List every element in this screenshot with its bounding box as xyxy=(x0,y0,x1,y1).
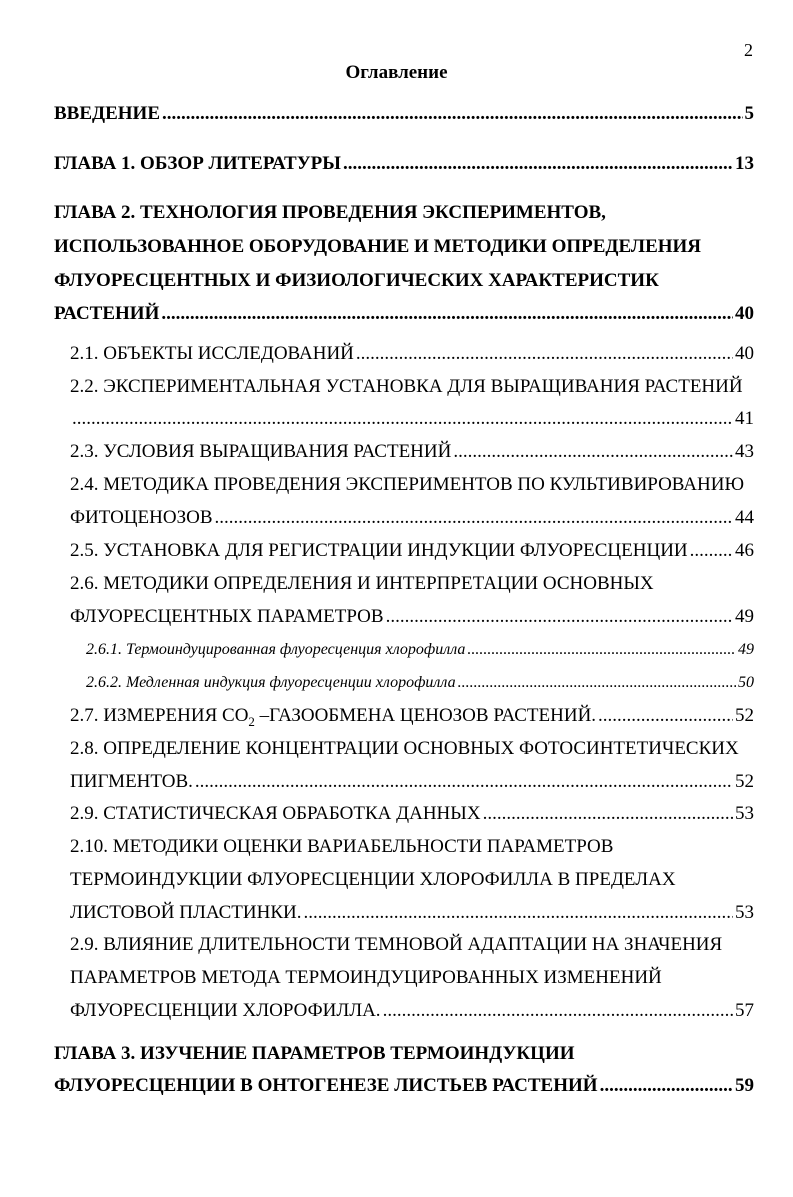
toc-page-number: 13 xyxy=(735,153,754,174)
leader-dots xyxy=(600,1075,733,1097)
toc-entry-2-6-2[interactable] xyxy=(86,674,754,692)
toc-page-number: 59 xyxy=(735,1075,754,1096)
toc-entry-2-9b[interactable] xyxy=(70,1000,754,1022)
toc-entry-text: ЛИСТОВОЙ ПЛАСТИНКИ. xyxy=(70,902,302,923)
toc-entry-2-9b-line-2[interactable]: ПАРАМЕТРОВ МЕТОДА ТЕРМОИНДУЦИРОВАННЫХ ИЗМЕНЕНИЙ xyxy=(70,967,662,988)
toc-entry-suffix: –ГАЗООБМЕНА ЦЕНОЗОВ РАСТЕНИЙ. xyxy=(254,705,597,726)
toc-entry-text: ГЛАВА 1. ОБЗОР ЛИТЕРАТУРЫ xyxy=(54,153,341,174)
toc-entry-2-10-line-1[interactable]: 2.10. МЕТОДИКИ ОЦЕНКИ ВАРИАБЕЛЬНОСТИ ПАРАМЕТРОВ xyxy=(70,836,614,857)
toc-entry-text xyxy=(70,705,596,730)
toc-page-number: 44 xyxy=(735,507,754,528)
leader-dots xyxy=(161,303,733,325)
leader-dots xyxy=(453,441,733,463)
toc-page-number: 57 xyxy=(735,1000,754,1021)
toc-entry-text: 2.5. УСТАНОВКА ДЛЯ РЕГИСТРАЦИИ ИНДУКЦИИ ФЛУОРЕСЦЕНЦИИ xyxy=(70,540,688,561)
toc-page-number: 52 xyxy=(735,771,754,792)
leader-dots xyxy=(215,507,734,529)
toc-entry-2-6-1[interactable] xyxy=(86,641,754,659)
leader-dots xyxy=(386,606,733,628)
page-number: 2 xyxy=(744,40,753,60)
toc-page-number: 41 xyxy=(735,408,754,429)
toc-entry-2-2-line-1[interactable]: 2.2. ЭКСПЕРИМЕНТАЛЬНАЯ УСТАНОВКА ДЛЯ ВЫРАЩИВАНИЯ РАСТЕНИЙ xyxy=(70,376,743,397)
toc-entry-text: ФЛУОРЕСЦЕНЦИИ В ОНТОГЕНЕЗЕ ЛИСТЬЕВ РАСТЕНИЙ xyxy=(54,1075,598,1096)
leader-dots xyxy=(162,103,743,125)
leader-dots xyxy=(467,641,736,659)
toc-entry-chapter-3[interactable] xyxy=(54,1075,754,1097)
toc-entry-2-10[interactable] xyxy=(70,902,754,924)
leader-dots xyxy=(356,343,733,365)
toc-entry-2-2[interactable] xyxy=(70,408,754,430)
toc-page-number: 46 xyxy=(735,540,754,561)
toc-entry-chapter-1[interactable] xyxy=(54,153,754,175)
toc-entry-2-4[interactable] xyxy=(70,507,754,529)
leader-dots xyxy=(72,408,733,430)
toc-entry-2-10-line-2[interactable]: ТЕРМОИНДУКЦИИ ФЛУОРЕСЦЕНЦИИ ХЛОРОФИЛЛА В ПРЕДЕЛАХ xyxy=(70,869,676,890)
toc-entry-text: ФЛУОРЕСЦЕНТНЫХ ПАРАМЕТРОВ xyxy=(70,606,384,627)
leader-dots xyxy=(598,705,733,727)
leader-dots xyxy=(383,1000,733,1022)
toc-entry-chapter-2-line-2[interactable]: ИСПОЛЬЗОВАННОЕ ОБОРУДОВАНИЕ И МЕТОДИКИ ОПРЕДЕЛЕНИЯ xyxy=(54,236,702,257)
toc-entry-text: ФИТОЦЕНОЗОВ xyxy=(70,507,213,528)
leader-dots xyxy=(483,803,733,825)
toc-entry-2-8-line-1[interactable]: 2.8. ОПРЕДЕЛЕНИЕ КОНЦЕНТРАЦИИ ОСНОВНЫХ ФОТОСИНТЕТИЧЕСКИХ xyxy=(70,738,739,759)
subscript-2: 2 xyxy=(248,713,255,729)
toc-entry-text: ПИГМЕНТОВ. xyxy=(70,771,193,792)
toc-entry-2-5[interactable] xyxy=(70,540,754,562)
toc-entry-2-1[interactable] xyxy=(70,343,754,365)
toc-entry-chapter-2-line-3[interactable]: ФЛУОРЕСЦЕНТНЫХ И ФИЗИОЛОГИЧЕСКИХ ХАРАКТЕРИСТИК xyxy=(54,270,659,291)
toc-entry-2-3[interactable] xyxy=(70,441,754,463)
toc-entry-text: 2.1. ОБЪЕКТЫ ИССЛЕДОВАНИЙ xyxy=(70,343,354,364)
toc-entry-2-4-line-1[interactable]: 2.4. МЕТОДИКА ПРОВЕДЕНИЯ ЭКСПЕРИМЕНТОВ ПО КУЛЬТИВИРОВАНИЮ xyxy=(70,474,744,495)
toc-entry-text: 2.9. СТАТИСТИЧЕСКАЯ ОБРАБОТКА ДАННЫХ xyxy=(70,803,481,824)
toc-page-number: 49 xyxy=(735,606,754,627)
toc-entry-chapter-2-line-1[interactable]: ГЛАВА 2. ТЕХНОЛОГИЯ ПРОВЕДЕНИЯ ЭКСПЕРИМЕНТОВ, xyxy=(54,202,606,223)
toc-entry-intro[interactable] xyxy=(54,103,754,125)
leader-dots xyxy=(195,771,733,793)
toc-page-number: 40 xyxy=(735,343,754,364)
toc-title: Оглавление xyxy=(345,62,448,83)
toc-page-number: 52 xyxy=(735,705,754,726)
toc-entry-2-8[interactable] xyxy=(70,771,754,793)
toc-page-number: 5 xyxy=(744,103,754,124)
toc-entry-text: 2.6.1. Термоиндуцированная флуоресценция хлорофилла xyxy=(86,641,466,658)
leader-dots xyxy=(458,674,736,692)
toc-entry-chapter-3-line-1[interactable]: ГЛАВА 3. ИЗУЧЕНИЕ ПАРАМЕТРОВ ТЕРМОИНДУКЦИИ xyxy=(54,1043,575,1064)
toc-entry-chapter-2[interactable] xyxy=(54,303,754,325)
toc-entry-text: РАСТЕНИЙ xyxy=(54,303,160,324)
toc-entry-text: 2.3. УСЛОВИЯ ВЫРАЩИВАНИЯ РАСТЕНИЙ xyxy=(70,441,452,462)
toc-entry-2-9[interactable] xyxy=(70,803,754,825)
toc-entry-2-9b-line-1[interactable]: 2.9. ВЛИЯНИЕ ДЛИТЕЛЬНОСТИ ТЕМНОВОЙ АДАПТАЦИИ НА ЗНАЧЕНИЯ xyxy=(70,934,723,955)
toc-entry-text: ФЛУОРЕСЦЕНЦИИ ХЛОРОФИЛЛА. xyxy=(70,1000,381,1021)
toc-entry-text: ВВЕДЕНИЕ xyxy=(54,103,160,124)
toc-page-number: 53 xyxy=(735,902,754,923)
toc-entry-text: 2.6.2. Медленная индукция флуоресценции хлорофилла xyxy=(86,674,456,691)
leader-dots xyxy=(303,902,733,924)
toc-entry-2-6-line-1[interactable]: 2.6. МЕТОДИКИ ОПРЕДЕЛЕНИЯ И ИНТЕРПРЕТАЦИИ ОСНОВНЫХ xyxy=(70,573,654,594)
toc-page-number: 43 xyxy=(735,441,754,462)
leader-dots xyxy=(690,540,733,562)
toc-page-number: 50 xyxy=(738,674,754,691)
toc-page-number: 49 xyxy=(738,641,754,658)
toc-entry-prefix: 2.7. ИЗМЕРЕНИЯ CO xyxy=(70,705,249,726)
toc-entry-2-7[interactable] xyxy=(70,705,754,730)
toc-entry-2-6[interactable] xyxy=(70,606,754,628)
toc-page-number: 53 xyxy=(735,803,754,824)
leader-dots xyxy=(343,153,733,175)
toc-page-number: 40 xyxy=(735,303,754,324)
